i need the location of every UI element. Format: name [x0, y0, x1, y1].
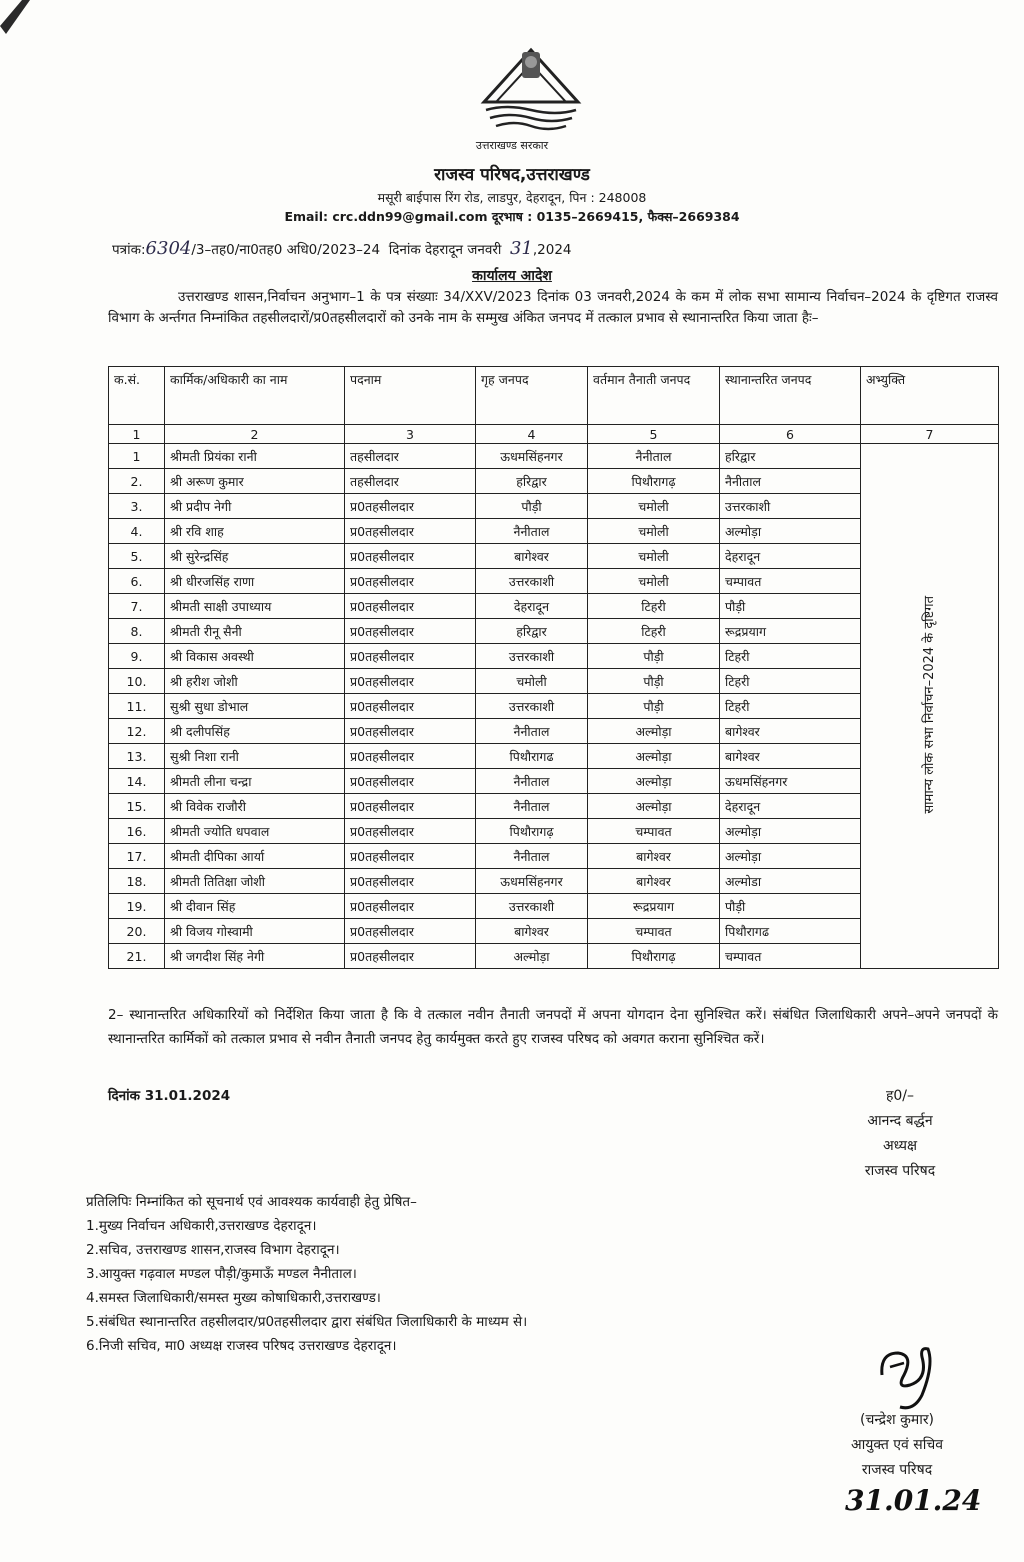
ref-date-label: दिनांक देहरादून जनवरी [388, 242, 502, 258]
row-transfer-district: पिथौरागढ [720, 919, 861, 944]
copy-to-intro: प्रतिलिपिः निम्नांकित को सूचनार्थ एवं आवश्यक कार्यवाही हेतु प्रेषित– [86, 1194, 417, 1210]
row-home-district: ऊधमसिंहनगर [476, 444, 588, 469]
copy-to-item: 1.मुख्य निर्वाचन अधिकारी,उत्तराखण्ड देहरादून। [86, 1218, 317, 1234]
handwritten-signature [870, 1345, 950, 1415]
row-name: श्रीमती प्रियंका रानी [165, 444, 345, 469]
row-sn: 4. [109, 519, 165, 544]
row-home-district: हरिद्वार [476, 619, 588, 644]
colnum-6: 6 [720, 425, 861, 444]
row-sn: 3. [109, 494, 165, 519]
row-sn: 1 [109, 444, 165, 469]
row-sn: 19. [109, 894, 165, 919]
row-sn: 8. [109, 619, 165, 644]
row-name: श्री विकास अवस्थी [165, 644, 345, 669]
colnum-7: 7 [861, 425, 999, 444]
secretary-designation: आयुक्त एवं सचिव [850, 1437, 944, 1453]
row-transfer-district: देहरादून [720, 794, 861, 819]
row-name: श्री दलीपसिंह [165, 719, 345, 744]
row-post: प्र0तहसीलदार [345, 819, 476, 844]
row-current-district: पिथौरागढ़ [588, 944, 720, 969]
colnum-3: 3 [345, 425, 476, 444]
row-home-district: अल्मोड़ा [476, 944, 588, 969]
row-home-district: पिथौरागढ़ [476, 819, 588, 844]
row-current-district: अल्मोड़ा [588, 794, 720, 819]
copy-to-item: 3.आयुक्त गढ़वाल मण्डल पौड़ी/कुमाऊँ मण्डल नैनीताल। [86, 1266, 357, 1282]
row-transfer-district: पौड़ी [720, 594, 861, 619]
row-post: प्र0तहसीलदार [345, 894, 476, 919]
row-current-district: बागेश्वर [588, 844, 720, 869]
row-name: श्रीमती लीना चन्द्रा [165, 769, 345, 794]
row-name: श्रीमती साक्षी उपाध्याय [165, 594, 345, 619]
row-transfer-district: अल्मोड़ा [720, 519, 861, 544]
row-name: श्रीमती ज्योति धपवाल [165, 819, 345, 844]
row-sn: 16. [109, 819, 165, 844]
instruction-paragraph: 2– स्थानान्तरित अधिकारियों को निर्देशित किया जाता है कि वे तत्काल नवीन तैनाती जनपदों में अपना योगदान देना सुनिश्चित करें। संबंधित जिलाधिकारी अपने–अपने जनपदों के स्थानान्तरित कार्मिकों को तत्काल प्रभाव से नवीन तैनाती जनपद हेतु कार्यमुक्त करते हुए राजस्व परिषद को अवगत कराना सुनिश्चित करें। [108, 1007, 998, 1047]
row-current-district: चमोली [588, 544, 720, 569]
row-post: तहसीलदार [345, 444, 476, 469]
table-body [109, 444, 999, 969]
row-sn: 5. [109, 544, 165, 569]
ref-year: ,2024 [532, 242, 572, 258]
header-name: कार्मिक/अधिकारी का नाम [165, 367, 345, 425]
row-transfer-district: नैनीताल [720, 469, 861, 494]
row-post: प्र0तहसीलदार [345, 644, 476, 669]
row-current-district: चम्पावत [588, 819, 720, 844]
pen-tip-decoration [0, 0, 60, 60]
row-name: श्री दीवान सिंह [165, 894, 345, 919]
row-transfer-district: अल्मोड़ा [720, 819, 861, 844]
row-current-district: रूद्रप्रयाग [588, 894, 720, 919]
ref-date-handwritten: 31 [509, 238, 533, 259]
row-post: प्र0तहसीलदार [345, 869, 476, 894]
row-current-district: चमोली [588, 494, 720, 519]
colnum-4: 4 [476, 425, 588, 444]
row-transfer-district: अल्मोडा [720, 869, 861, 894]
row-transfer-district: ऊधमसिंहनगर [720, 769, 861, 794]
row-name: श्री जगदीश सिंह नेगी [165, 944, 345, 969]
row-post: प्र0तहसीलदार [345, 719, 476, 744]
row-name: श्री प्रदीप नेगी [165, 494, 345, 519]
remark-text: सामान्य लोक सभा निर्वाचन–2024 के दृष्टिगत [921, 595, 937, 814]
colnum-1: 1 [109, 425, 165, 444]
row-transfer-district: देहरादून [720, 544, 861, 569]
colnum-5: 5 [588, 425, 720, 444]
row-name: सुश्री सुधा डोभाल [165, 694, 345, 719]
header-remark: अभ्युक्ति [861, 367, 999, 425]
row-transfer-district: टिहरी [720, 644, 861, 669]
header-home-district: गृह जनपद [476, 367, 588, 425]
row-transfer-district: टिहरी [720, 669, 861, 694]
row-home-district: नैनीताल [476, 769, 588, 794]
row-transfer-district: अल्मोड़ा [720, 844, 861, 869]
ref-number-suffix: /3–तह0/ना0तह0 अधि0/2023–24 [191, 242, 381, 258]
council-contact: Email: crc.ddn99@gmail.com दूरभाष : 0135–2669415, फैक्स–2669384 [284, 209, 740, 224]
row-current-district: अल्मोड़ा [588, 719, 720, 744]
row-post: प्र0तहसीलदार [345, 744, 476, 769]
table-row [109, 444, 999, 469]
header-transfer-district: स्थानान्तरित जनपद [720, 367, 861, 425]
row-sn: 18. [109, 869, 165, 894]
row-sn: 11. [109, 694, 165, 719]
row-current-district: पिथौरागढ़ [588, 469, 720, 494]
row-post: प्र0तहसीलदार [345, 944, 476, 969]
row-name: श्री अरूण कुमार [165, 469, 345, 494]
council-address: मसूरी बाईपास रिंग रोड, लाडपुर, देहरादून, पिन : 248008 [377, 190, 647, 205]
row-current-district: पौड़ी [588, 694, 720, 719]
row-home-district: ऊधमसिंहनगर [476, 869, 588, 894]
copy-to-item: 6.निजी सचिव, मा0 अध्यक्ष राजस्व परिषद उत्तराखण्ड देहरादून। [86, 1338, 397, 1354]
secretary-name: (चन्द्रेश कुमार) [859, 1412, 935, 1428]
transfer-table [108, 366, 999, 969]
row-post: प्र0तहसीलदार [345, 544, 476, 569]
row-home-district: नैनीताल [476, 794, 588, 819]
row-post: प्र0तहसीलदार [345, 769, 476, 794]
row-transfer-district: उत्तरकाशी [720, 494, 861, 519]
row-home-district: चमोली [476, 669, 588, 694]
copy-to-section [86, 1190, 527, 1358]
header-sn: क.सं. [109, 367, 165, 425]
signatory-designation: अध्यक्ष [882, 1138, 918, 1154]
row-transfer-district: चम्पावत [720, 569, 861, 594]
row-name: सुश्री निशा रानी [165, 744, 345, 769]
row-home-district: देहरादून [476, 594, 588, 619]
row-sn: 13. [109, 744, 165, 769]
secretary-office: राजस्व परिषद [861, 1462, 933, 1478]
row-home-district: उत्तरकाशी [476, 894, 588, 919]
row-current-district: पौड़ी [588, 669, 720, 694]
row-sn: 12. [109, 719, 165, 744]
row-transfer-district: चम्पावत [720, 944, 861, 969]
signed-mark: ह0/– [885, 1088, 915, 1104]
row-name: श्री हरीश जोशी [165, 669, 345, 694]
row-sn: 10. [109, 669, 165, 694]
row-post: प्र0तहसीलदार [345, 569, 476, 594]
row-sn: 6. [109, 569, 165, 594]
row-home-district: नैनीताल [476, 844, 588, 869]
order-title: कार्यालय आदेश [472, 268, 552, 284]
row-name: श्री सुरेन्द्रसिंह [165, 544, 345, 569]
uttarakhand-emblem-logo [476, 40, 586, 132]
row-home-district: नैनीताल [476, 719, 588, 744]
intro-paragraph: उत्तराखण्ड शासन,निर्वाचन अनुभाग–1 के पत्र संख्याः 34/XXV/2023 दिनांक 03 जनवरी,2024 के कम में लोक सभा सामान्य निर्वाचन–2024 के दृष्टिगत राजस्व विभाग के अर्न्तगत निम्नांकित तहसीलदारों/प्र0तहसीलदारों को उनके नाम के सम्मुख अंकित जनपद में तत्काल प्रभाव से स्थानान्तरित किया जाता हैः– [108, 289, 998, 326]
row-home-district: पौड़ी [476, 494, 588, 519]
row-post: प्र0तहसीलदार [345, 669, 476, 694]
row-transfer-district: बागेश्वर [720, 744, 861, 769]
row-home-district: हरिद्वार [476, 469, 588, 494]
row-home-district: उत्तरकाशी [476, 694, 588, 719]
row-sn: 15. [109, 794, 165, 819]
row-current-district: अल्मोड़ा [588, 769, 720, 794]
ref-number-handwritten: 6304 [145, 238, 192, 259]
row-current-district: नैनीताल [588, 444, 720, 469]
row-home-district: उत्तरकाशी [476, 644, 588, 669]
row-transfer-district: रूद्रप्रयाग [720, 619, 861, 644]
copy-to-item: 5.संबंधित स्थानान्तरित तहसीलदार/प्र0तहसीलदार द्वारा संबंधित जिलाधिकारी के माध्यम से। [86, 1314, 528, 1330]
row-current-district: पौड़ी [588, 644, 720, 669]
row-home-district: पिथौरागढ [476, 744, 588, 769]
row-name: श्रीमती तितिक्षा जोशी [165, 869, 345, 894]
row-current-district: चमोली [588, 519, 720, 544]
row-sn: 20. [109, 919, 165, 944]
signatory-office: राजस्व परिषद [864, 1163, 936, 1179]
row-transfer-district: हरिद्वार [720, 444, 861, 469]
row-sn: 9. [109, 644, 165, 669]
row-current-district: चमोली [588, 569, 720, 594]
signatory-secretary [812, 1408, 982, 1483]
row-post: प्र0तहसीलदार [345, 594, 476, 619]
row-post: प्र0तहसीलदार [345, 494, 476, 519]
signatory-name: आनन्द बर्द्धन [867, 1113, 933, 1129]
row-sn: 17. [109, 844, 165, 869]
order-date: दिनांक 31.01.2024 [108, 1088, 231, 1104]
colnum-2: 2 [165, 425, 345, 444]
row-current-district: चम्पावत [588, 919, 720, 944]
copy-to-item: 2.सचिव, उत्तराखण्ड शासन,राजस्व विभाग देहरादून। [86, 1242, 340, 1258]
row-post: तहसीलदार [345, 469, 476, 494]
row-current-district: अल्मोड़ा [588, 744, 720, 769]
signatory-chairman [820, 1084, 980, 1184]
ref-label: पत्रांक: [112, 242, 146, 258]
row-home-district: बागेश्वर [476, 919, 588, 944]
row-name: श्रीमती दीपिका आर्या [165, 844, 345, 869]
row-transfer-district: बागेश्वर [720, 719, 861, 744]
row-transfer-district: टिहरी [720, 694, 861, 719]
remark-cell [861, 444, 999, 969]
row-home-district: बागेश्वर [476, 544, 588, 569]
header-current-district: वर्तमान तैनाती जनपद [588, 367, 720, 425]
row-home-district: उत्तरकाशी [476, 569, 588, 594]
row-post: प्र0तहसीलदार [345, 694, 476, 719]
handwritten-date: 31.01.24 [845, 1484, 982, 1517]
reference-line [112, 238, 572, 259]
row-current-district: बागेश्वर [588, 869, 720, 894]
row-post: प्र0तहसीलदार [345, 519, 476, 544]
row-sn: 7. [109, 594, 165, 619]
row-sn: 14. [109, 769, 165, 794]
council-title: राजस्व परिषद,उत्तराखण्ड [434, 165, 590, 185]
row-name: श्रीमती रीनू सैनी [165, 619, 345, 644]
row-home-district: नैनीताल [476, 519, 588, 544]
government-name: उत्तराखण्ड सरकार [475, 139, 549, 152]
row-name: श्री धीरजसिंह राणा [165, 569, 345, 594]
row-name: श्री रवि शाह [165, 519, 345, 544]
copy-to-item: 4.समस्त जिलाधिकारी/समस्त मुख्य कोषाधिकारी,उत्तराखण्ड। [86, 1290, 381, 1306]
row-post: प्र0तहसीलदार [345, 844, 476, 869]
row-name: श्री विवेक राजौरी [165, 794, 345, 819]
row-post: प्र0तहसीलदार [345, 794, 476, 819]
header-post: पदनाम [345, 367, 476, 425]
row-post: प्र0तहसीलदार [345, 619, 476, 644]
row-post: प्र0तहसीलदार [345, 919, 476, 944]
row-sn: 21. [109, 944, 165, 969]
row-sn: 2. [109, 469, 165, 494]
row-current-district: टिहरी [588, 619, 720, 644]
row-name: श्री विजय गोस्वामी [165, 919, 345, 944]
row-transfer-district: पौड़ी [720, 894, 861, 919]
row-current-district: टिहरी [588, 594, 720, 619]
